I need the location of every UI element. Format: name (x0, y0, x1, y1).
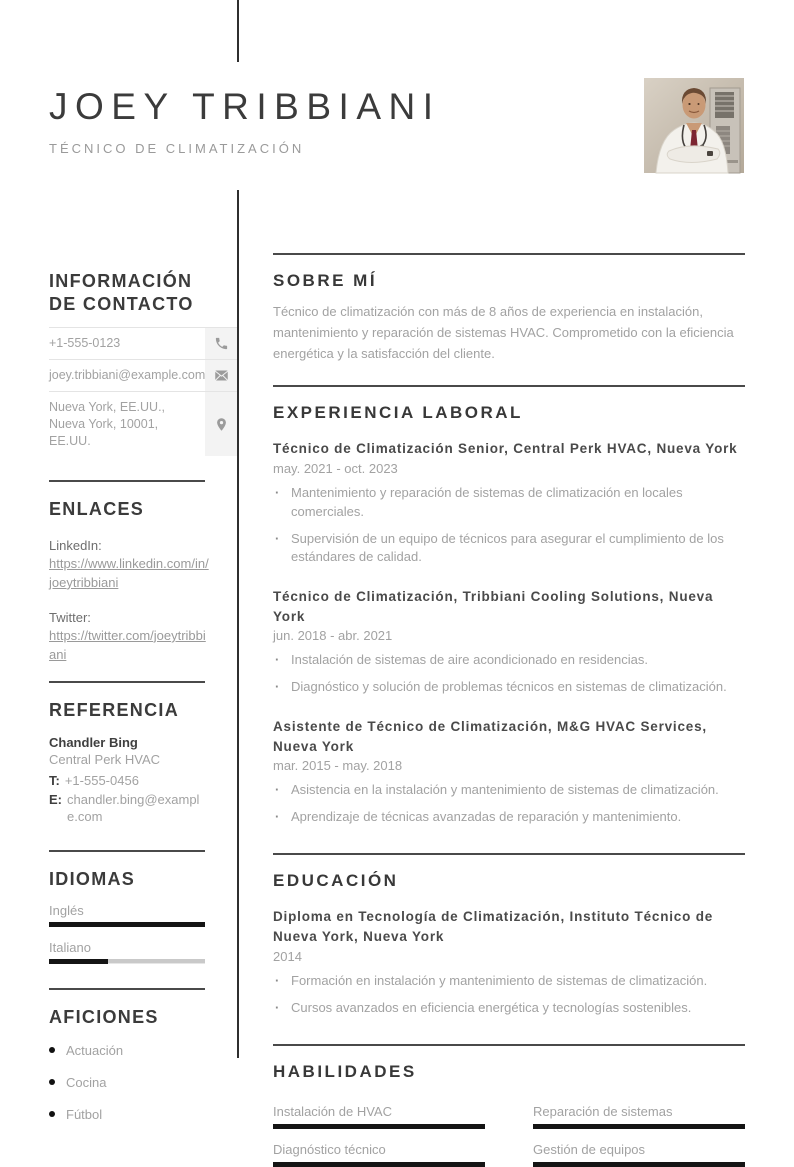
education-entry (273, 907, 745, 1018)
experience-heading: EXPERIENCIA LABORAL (273, 403, 523, 423)
job-title: Técnico de Climatización Senior, Central Perk HVAC, Nueva York (273, 441, 738, 457)
about-text: Técnico de climatización con más de 8 años de experiencia en instalación, mantenimiento y reparación de sistemas HVAC. Comprometido con la eficiencia energética y la satisfacción del cliente. (273, 304, 734, 361)
person-name: JOEY TRIBBIANI (49, 86, 441, 127)
reference-section (49, 681, 237, 826)
section-rule (273, 385, 745, 387)
contact-email-row (49, 360, 237, 392)
education-heading: EDUCACIÓN (273, 870, 399, 890)
language-level-fill (49, 959, 108, 964)
language-level-bar (49, 922, 205, 927)
reference-name: Chandler Bing (49, 735, 138, 751)
skill-name: Diagnóstico técnico (273, 1141, 386, 1157)
degree-year: 2014 (273, 949, 302, 965)
job-entry (273, 587, 745, 697)
hobby-item: Cocina (49, 1075, 237, 1090)
job-bullet: · Asistencia en la instalación y mantenimiento de sistemas de climatización. (273, 781, 745, 800)
mail-icon (205, 360, 237, 391)
contact-address-row (49, 392, 237, 457)
skill-item (273, 1142, 485, 1167)
twitter-link[interactable]: https://twitter.com/joeytribbiani (49, 627, 206, 662)
section-rule (273, 853, 745, 855)
skill-name: Instalación de HVAC (273, 1103, 392, 1119)
section-rule (49, 681, 205, 683)
skill-item (533, 1104, 745, 1129)
phone-icon (205, 328, 237, 359)
column-divider-line (237, 190, 239, 1058)
link-item-twitter (49, 609, 209, 665)
hobbies-heading: AFICIONES (49, 1007, 159, 1028)
skill-level-bar (273, 1124, 485, 1129)
language-item (49, 940, 205, 964)
job-title: Asistente de Técnico de Climatización, M&G HVAC Services, Nueva York (273, 719, 707, 754)
language-item (49, 903, 205, 927)
job-bullet: · Instalación de sistemas de aire acondicionado en residencias. (273, 651, 745, 670)
education-bullets (273, 972, 745, 1018)
section-rule (49, 850, 205, 852)
reference-heading: REFERENCIA (49, 699, 180, 720)
language-level-bar (49, 959, 205, 964)
contact-section (49, 270, 237, 456)
job-entry (273, 717, 745, 827)
skills-grid (273, 1104, 745, 1167)
language-name: Italiano (49, 940, 91, 956)
contact-phone: +1-555-0123 (49, 336, 121, 350)
education-section (273, 853, 745, 1018)
section-rule (49, 480, 205, 482)
contact-phone-row (49, 328, 237, 360)
skill-level-fill (533, 1124, 745, 1129)
skill-level-bar (273, 1162, 485, 1167)
education-bullet: · Cursos avanzados en eficiencia energética y tecnologías sostenibles. (273, 999, 745, 1018)
contact-heading: INFORMACIÓN DE CONTACTO (49, 271, 194, 314)
language-name: Inglés (49, 903, 84, 919)
languages-section (49, 850, 237, 965)
job-bullets (273, 781, 745, 827)
profile-photo-illustration (644, 78, 744, 173)
skills-section (273, 1044, 745, 1167)
skill-name: Reparación de sistemas (533, 1103, 673, 1119)
degree-title: Diploma en Tecnología de Climatización, Instituto Técnico de Nueva York, Nueva York (273, 908, 714, 944)
contact-address: Nueva York, EE.UU., Nueva York, 10001, EE.UU. (49, 399, 166, 448)
skill-level-bar (533, 1124, 745, 1129)
reference-company: Central Perk HVAC (49, 752, 161, 768)
reference-phone-line (49, 773, 237, 790)
job-bullet: · Mantenimiento y reparación de sistemas de climatización en locales comerciales. (273, 484, 745, 522)
reference-email-line (49, 792, 237, 826)
linkedin-link[interactable]: https://www.linkedin.com/in/joeytribbiani (49, 556, 209, 590)
skill-level-fill (273, 1162, 485, 1167)
links-list (49, 537, 209, 665)
profile-photo (644, 78, 744, 173)
job-bullets (273, 484, 745, 567)
hobby-item: Actuación (49, 1043, 237, 1058)
link-label: Twitter: (49, 609, 91, 625)
top-divider-line (237, 0, 239, 62)
job-dates: mar. 2015 - may. 2018 (273, 758, 403, 774)
skill-item (273, 1104, 485, 1129)
skill-name: Gestión de equipos (533, 1141, 646, 1157)
contact-email: joey.tribbiani@example.com (49, 367, 206, 382)
section-rule (49, 988, 205, 990)
language-level-fill (49, 922, 205, 927)
job-entry (273, 439, 745, 567)
link-label: LinkedIn: (49, 537, 102, 553)
section-rule (273, 253, 745, 255)
languages-heading: IDIOMAS (49, 868, 136, 889)
skill-item (533, 1142, 745, 1167)
section-rule (273, 1044, 745, 1046)
person-job-title: TÉCNICO DE CLIMATIZACIÓN (49, 141, 305, 156)
link-item-linkedin (49, 537, 209, 593)
reference-email-label: E: (49, 792, 62, 808)
about-heading: SOBRE MÍ (273, 271, 378, 290)
job-bullet: · Aprendizaje de técnicas avanzadas de reparación y mantenimiento. (273, 808, 745, 827)
about-section (273, 253, 745, 364)
reference-phone-label: T: (49, 773, 60, 789)
skill-level-bar (533, 1162, 745, 1167)
main-column (273, 253, 745, 1167)
links-heading: ENLACES (49, 499, 145, 520)
hobbies-section (49, 988, 237, 1122)
skills-heading: HABILIDADES (273, 1061, 417, 1081)
job-dates: jun. 2018 - abr. 2021 (273, 628, 393, 644)
job-bullet: · Supervisión de un equipo de técnicos para asegurar el cumplimiento de los estándares de calidad. (273, 530, 745, 568)
reference-phone: +1-555-0456 (64, 773, 139, 789)
links-section (49, 480, 237, 664)
hobbies-list (49, 1043, 237, 1122)
job-dates: may. 2021 - oct. 2023 (273, 460, 398, 476)
skill-level-fill (533, 1162, 745, 1167)
sidebar (49, 270, 237, 1139)
job-title: Técnico de Climatización, Tribbiani Cooling Solutions, Nueva York (273, 589, 714, 624)
job-bullet: · Diagnóstico y solución de problemas técnicos en sistemas de climatización. (273, 678, 745, 697)
hobby-item: Fútbol (49, 1107, 237, 1122)
location-pin-icon (205, 392, 237, 457)
education-bullet: · Formación en instalación y mantenimiento de sistemas de climatización. (273, 972, 745, 991)
reference-email: chandler.bing@example.com (67, 792, 200, 824)
contact-rows (49, 327, 237, 456)
experience-section (273, 385, 745, 827)
job-bullets (273, 651, 745, 697)
skill-level-fill (273, 1124, 485, 1129)
